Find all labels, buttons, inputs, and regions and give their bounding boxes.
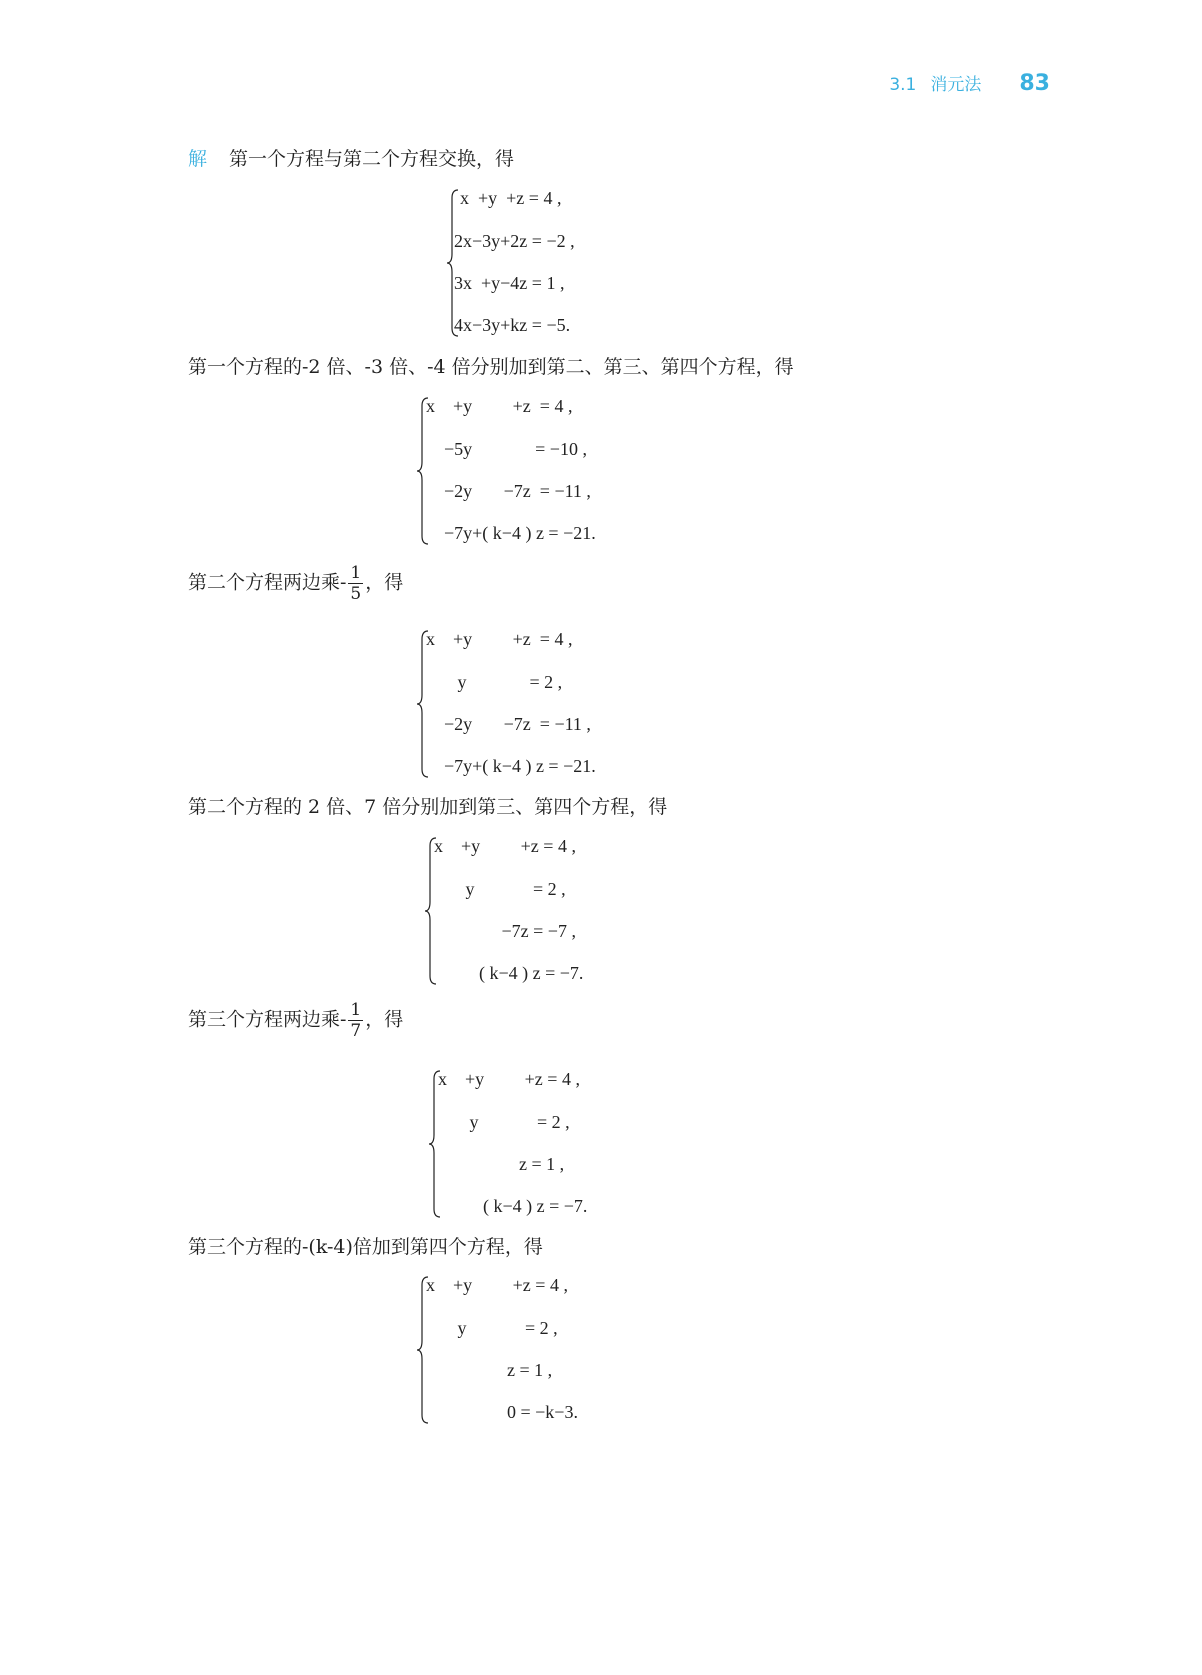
equation-row: x +y +z = 4 ,	[426, 1275, 568, 1295]
equation-row: −5y = −10 ,	[426, 439, 587, 459]
equation-row: y = 2 ,	[434, 879, 566, 899]
equation-row: y = 2 ,	[438, 1112, 570, 1132]
fraction	[348, 1000, 363, 1041]
running-header	[889, 70, 1050, 96]
paragraph-1	[188, 146, 514, 172]
fraction-denominator: 7	[350, 1021, 362, 1041]
paragraph-4: 第二个方程的 2 倍、7 倍分别加到第三、第四个方程，得	[188, 796, 668, 818]
fraction-numerator: 1	[350, 1000, 362, 1020]
fraction-denominator: 5	[350, 584, 362, 604]
equation-row: x +y +z = 4 ,	[460, 188, 562, 208]
paragraph-6: 第三个方程的-(k-4)倍加到第四个方程，得	[188, 1236, 543, 1258]
paragraph-3	[188, 563, 403, 604]
fraction	[348, 563, 363, 604]
paragraph-3-suffix: ，得	[365, 571, 404, 594]
section-number: 3.1	[889, 75, 917, 95]
paragraph-2: 第一个方程的-2 倍、-3 倍、-4 倍分别加到第二、第三、第四个方程，得	[188, 356, 794, 378]
paragraph-5-suffix: ，得	[365, 1008, 404, 1031]
equation-row: x +y +z = 4 ,	[426, 396, 573, 416]
equation-row: −7z = −7 ,	[434, 921, 576, 941]
paragraph-3-text: 第二个方程两边乘-	[188, 571, 347, 594]
equation-row: ( k−4 ) z = −7.	[434, 963, 584, 983]
solution-label: 解	[188, 148, 208, 170]
equation-row: −7y+( k−4 ) z = −21.	[426, 756, 596, 776]
paragraph-5-text: 第三个方程两边乘-	[188, 1008, 347, 1031]
equation-row: z = 1 ,	[426, 1360, 553, 1380]
section-name: 消元法	[930, 75, 982, 95]
equation-row: y = 2 ,	[426, 672, 563, 692]
equation-row: y = 2 ,	[426, 1318, 558, 1338]
paragraph-5	[188, 1000, 403, 1041]
equation-row: 3x +y−4z = 1 ,	[454, 273, 565, 293]
equation-row: 4x−3y+kz = −5.	[454, 315, 571, 335]
section-title	[889, 75, 981, 95]
equation-row: ( k−4 ) z = −7.	[438, 1196, 588, 1216]
equation-row: −2y −7z = −11 ,	[426, 714, 591, 734]
paragraph-1-text: 第一个方程与第二个方程交换，得	[229, 148, 515, 170]
equation-row: 0 = −k−3.	[426, 1402, 578, 1422]
equation-row: 2x−3y+2z = −2 ,	[454, 231, 575, 251]
equation-row: x +y +z = 4 ,	[438, 1069, 580, 1089]
equation-row: −2y −7z = −11 ,	[426, 481, 591, 501]
equation-row: z = 1 ,	[438, 1154, 565, 1174]
equation-row: x +y +z = 4 ,	[434, 836, 576, 856]
equation-row: x +y +z = 4 ,	[426, 629, 573, 649]
equation-row: −7y+( k−4 ) z = −21.	[426, 523, 596, 543]
page-number: 83	[1019, 71, 1050, 96]
fraction-numerator: 1	[350, 563, 362, 583]
